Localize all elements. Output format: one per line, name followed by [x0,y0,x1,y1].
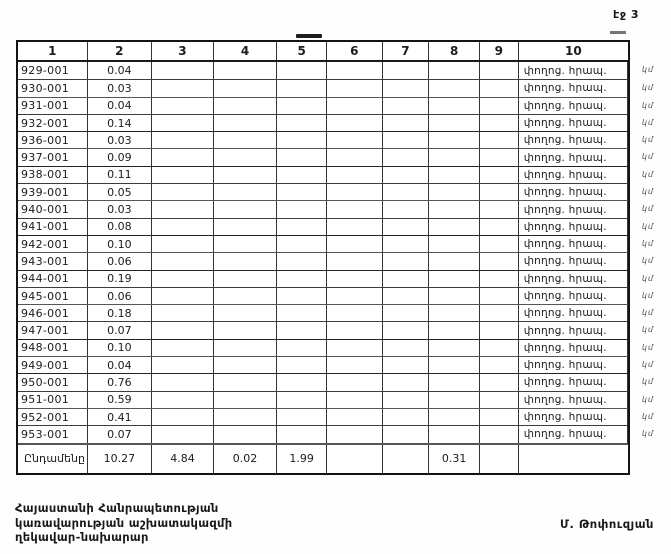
empty-cell [383,253,430,269]
category-cell: փողոց. հրապ. [519,149,628,165]
empty-cell [214,115,278,131]
column-header: 2 [88,42,153,60]
table-row [18,97,654,114]
empty-cell [480,98,519,114]
empty-cell [152,167,214,183]
empty-cell [327,98,383,114]
empty-cell [152,236,214,252]
empty-cell [277,132,327,148]
value-cell: 0.07 [88,322,153,338]
empty-cell [480,357,519,373]
code-cell: 943-001 [18,253,88,269]
empty-cell [480,184,519,200]
unit-note: կմ [641,394,654,404]
empty-cell [277,357,327,373]
empty-cell [152,305,214,321]
empty-cell [429,98,480,114]
code-cell: 942-001 [18,236,88,252]
code-cell: 932-001 [18,115,88,131]
value-cell: 0.03 [88,132,153,148]
empty-cell [214,219,278,235]
empty-cell [152,132,214,148]
empty-cell [214,132,278,148]
unit-note: կմ [641,83,654,93]
table-row [18,252,654,269]
code-cell: 937-001 [18,149,88,165]
empty-cell [429,426,480,442]
empty-cell [429,201,480,217]
empty-cell [327,62,383,79]
unit-note: կմ [641,273,654,283]
empty-cell [152,184,214,200]
table-row [18,131,654,148]
unit-note: կմ [641,360,654,370]
empty-cell [429,115,480,131]
empty-cell [429,132,480,148]
empty-cell [152,374,214,390]
unit-note: կմ [641,100,654,110]
table-row [18,183,654,200]
empty-cell [152,322,214,338]
table-body [18,62,654,443]
empty-cell [327,288,383,304]
value-cell: 0.14 [88,115,153,131]
empty-cell [327,253,383,269]
unit-note: կմ [641,290,654,300]
unit-note: կմ [641,135,654,145]
empty-cell [429,62,480,79]
category-cell: փողոց. հրապ. [519,392,628,408]
value-cell: 0.19 [88,271,153,287]
value-cell: 0.10 [88,340,153,356]
value-cell: 0.06 [88,288,153,304]
category-cell: փողոց. հրապ. [519,236,628,252]
signature-name: Մ. Թոփուզյան [560,517,654,531]
empty-cell [327,322,383,338]
empty-cell [277,62,327,79]
empty-cell [214,62,278,79]
value-cell: 0.04 [88,98,153,114]
issuer-line: կառավարության աշխատակազմի [15,515,233,530]
empty-cell [214,357,278,373]
empty-cell [327,357,383,373]
value-cell: 0.41 [88,409,153,425]
empty-cell [429,392,480,408]
table-row [18,408,654,425]
empty-cell [429,340,480,356]
empty-cell [429,167,480,183]
empty-cell [480,253,519,269]
empty-cell [214,374,278,390]
table-row [18,356,654,373]
totals-value: 0.31 [429,445,480,473]
code-cell: 938-001 [18,167,88,183]
empty-cell [327,305,383,321]
empty-cell [152,98,214,114]
empty-cell [383,288,430,304]
empty-cell [480,322,519,338]
table-row [18,391,654,408]
empty-cell [277,236,327,252]
value-cell: 0.07 [88,426,153,442]
empty-cell [383,374,430,390]
category-cell: փողոց. հրապ. [519,62,628,79]
empty-cell [152,357,214,373]
empty-cell [277,253,327,269]
totals-value: 4.84 [152,445,214,473]
value-cell: 0.04 [88,357,153,373]
empty-cell [277,322,327,338]
empty-cell [152,392,214,408]
empty-cell [277,98,327,114]
unit-note: կմ [641,377,654,387]
value-cell: 0.08 [88,219,153,235]
empty-cell [429,80,480,96]
empty-cell [214,253,278,269]
empty-cell [480,115,519,131]
empty-cell [383,426,430,442]
category-cell: փողոց. հրապ. [519,167,628,183]
column-header: 9 [480,42,519,60]
code-cell: 931-001 [18,98,88,114]
code-cell: 945-001 [18,288,88,304]
empty-cell [152,409,214,425]
empty-cell [480,305,519,321]
empty-cell [214,426,278,442]
table-header-row [18,42,628,62]
empty-cell [277,409,327,425]
empty-cell [480,409,519,425]
totals-value [327,445,383,473]
empty-cell [214,340,278,356]
table-row [18,114,654,131]
unit-note: կմ [641,429,654,439]
totals-value: 0.02 [214,445,278,473]
empty-cell [277,271,327,287]
empty-cell [327,374,383,390]
empty-cell [383,80,430,96]
empty-cell [327,219,383,235]
table-row [18,79,654,96]
empty-cell [480,219,519,235]
empty-cell [429,253,480,269]
value-cell: 0.18 [88,305,153,321]
category-cell: փողոց. հրապ. [519,98,628,114]
category-cell: փողոց. հրապ. [519,340,628,356]
unit-note: կմ [641,256,654,266]
empty-cell [152,253,214,269]
table-row [18,304,654,321]
empty-cell [327,149,383,165]
empty-cell [383,98,430,114]
table-row [18,148,654,165]
empty-cell [214,305,278,321]
code-cell: 941-001 [18,219,88,235]
unit-note: կմ [641,308,654,318]
empty-cell [214,98,278,114]
empty-cell [480,340,519,356]
empty-cell [480,288,519,304]
empty-cell [429,305,480,321]
empty-cell [480,132,519,148]
category-cell: փողոց. հրապ. [519,305,628,321]
empty-cell [214,392,278,408]
code-cell: 946-001 [18,305,88,321]
totals-label: Ընդամենը [18,445,88,473]
code-cell: 953-001 [18,426,88,442]
category-cell: փողոց. հրապ. [519,357,628,373]
value-cell: 0.06 [88,253,153,269]
empty-cell [480,149,519,165]
totals-row [18,443,628,473]
empty-cell [429,184,480,200]
value-cell: 0.04 [88,62,153,79]
category-cell: փողոց. հրապ. [519,426,628,442]
empty-cell [214,288,278,304]
empty-cell [214,409,278,425]
unit-note: կմ [641,117,654,127]
table-row [18,218,654,235]
unit-note: կմ [641,204,654,214]
empty-cell [327,392,383,408]
empty-cell [429,374,480,390]
empty-cell [277,340,327,356]
empty-cell [383,201,430,217]
empty-cell [327,167,383,183]
empty-cell [277,392,327,408]
empty-cell [383,132,430,148]
column-header: 8 [429,42,480,60]
empty-cell [480,62,519,79]
empty-cell [277,201,327,217]
empty-cell [277,80,327,96]
code-cell: 939-001 [18,184,88,200]
value-cell: 0.03 [88,201,153,217]
totals-value [383,445,430,473]
empty-cell [327,340,383,356]
code-cell: 930-001 [18,80,88,96]
issuer-text-block [15,501,232,545]
code-cell: 940-001 [18,201,88,217]
empty-cell [214,271,278,287]
empty-cell [152,115,214,131]
empty-cell [214,201,278,217]
empty-cell [429,271,480,287]
empty-cell [383,236,430,252]
empty-cell [327,80,383,96]
empty-cell [214,184,278,200]
empty-cell [327,132,383,148]
code-cell: 944-001 [18,271,88,287]
empty-cell [429,357,480,373]
empty-cell [383,219,430,235]
table-row [18,200,654,217]
empty-cell [383,167,430,183]
empty-cell [429,322,480,338]
empty-cell [327,236,383,252]
empty-cell [152,426,214,442]
empty-cell [152,219,214,235]
code-cell: 929-001 [18,62,88,79]
code-cell: 948-001 [18,340,88,356]
value-cell: 0.09 [88,149,153,165]
code-cell: 951-001 [18,392,88,408]
category-cell: փողոց. հրապ. [519,115,628,131]
empty-cell [383,62,430,79]
column-header: 10 [565,44,582,58]
empty-cell [152,80,214,96]
category-cell: փողոց. հրապ. [519,322,628,338]
empty-cell [383,357,430,373]
empty-cell [480,271,519,287]
empty-cell [152,149,214,165]
empty-cell [152,340,214,356]
empty-cell [327,426,383,442]
category-cell: փողոց. հրապ. [519,132,628,148]
table-row [18,321,654,338]
table-row [18,373,654,390]
empty-cell [429,236,480,252]
unit-note: կմ [641,152,654,162]
table-row [18,166,654,183]
empty-cell [383,340,430,356]
category-cell: փողոց. հրապ. [519,409,628,425]
code-cell: 950-001 [18,374,88,390]
category-cell: փողոց. հրապ. [519,271,628,287]
empty-cell [429,409,480,425]
totals-value [519,445,628,473]
scan-smudge [296,34,322,38]
table-row [18,425,654,442]
column-header: 5 [277,42,327,60]
empty-cell [383,271,430,287]
scan-smudge [610,31,626,34]
empty-cell [429,149,480,165]
empty-cell [480,167,519,183]
empty-cell [277,184,327,200]
unit-note: կմ [641,169,654,179]
empty-cell [429,288,480,304]
unit-note: կմ [641,342,654,352]
category-cell: փողոց. հրապ. [519,184,628,200]
empty-cell [214,149,278,165]
category-cell: փողոց. հրապ. [519,201,628,217]
table-row [18,339,654,356]
category-cell: փողոց. հրապ. [519,374,628,390]
empty-cell [383,115,430,131]
empty-cell [327,409,383,425]
totals-value [480,445,519,473]
empty-cell [480,392,519,408]
column-header: 4 [214,42,278,60]
value-cell: 0.03 [88,80,153,96]
column-header: 6 [327,42,383,60]
unit-note: կմ [641,65,654,74]
column-header: 1 [18,42,88,60]
empty-cell [480,236,519,252]
table-row [18,235,654,252]
category-cell: փողոց. հրապ. [519,288,628,304]
value-cell: 0.76 [88,374,153,390]
empty-cell [152,201,214,217]
unit-note: կմ [641,221,654,231]
unit-note: կմ [641,325,654,335]
code-cell: 936-001 [18,132,88,148]
empty-cell [277,374,327,390]
empty-cell [383,409,430,425]
empty-cell [383,322,430,338]
issuer-line: Հայաստանի Հանրապետության [15,501,219,515]
empty-cell [277,288,327,304]
totals-value: 1.99 [277,445,327,473]
table-row [18,62,654,79]
column-header: 3 [152,42,214,60]
empty-cell [152,288,214,304]
empty-cell [383,392,430,408]
unit-note: կմ [641,187,654,197]
empty-cell [214,167,278,183]
category-cell: փողոց. հրապ. [519,253,628,269]
empty-cell [214,80,278,96]
empty-cell [480,374,519,390]
empty-cell [327,201,383,217]
value-cell: 0.05 [88,184,153,200]
code-cell: 947-001 [18,322,88,338]
unit-note: կմ [641,411,654,421]
value-cell: 0.11 [88,167,153,183]
empty-cell [327,184,383,200]
table-row [18,287,654,304]
empty-cell [152,62,214,79]
table-row [18,270,654,287]
data-table [16,40,654,475]
column-header: 7 [383,42,430,60]
empty-cell [480,426,519,442]
empty-cell [480,80,519,96]
empty-cell [327,271,383,287]
empty-cell [383,149,430,165]
value-cell: 0.10 [88,236,153,252]
page-number-label: էջ 3 [613,8,639,21]
empty-cell [152,271,214,287]
totals-value: 10.27 [88,445,153,473]
empty-cell [383,305,430,321]
empty-cell [277,149,327,165]
code-cell: 952-001 [18,409,88,425]
empty-cell [277,167,327,183]
category-cell: փողոց. հրապ. [519,80,628,96]
issuer-line: ղեկավար-նախարար [15,530,149,544]
empty-cell [277,219,327,235]
empty-cell [214,236,278,252]
empty-cell [429,219,480,235]
empty-cell [327,115,383,131]
category-cell: փողոց. հրապ. [519,219,628,235]
value-cell: 0.59 [88,392,153,408]
unit-note: կմ [641,238,654,248]
empty-cell [383,184,430,200]
empty-cell [480,201,519,217]
empty-cell [214,322,278,338]
empty-cell [277,305,327,321]
empty-cell [277,115,327,131]
code-cell: 949-001 [18,357,88,373]
empty-cell [277,426,327,442]
